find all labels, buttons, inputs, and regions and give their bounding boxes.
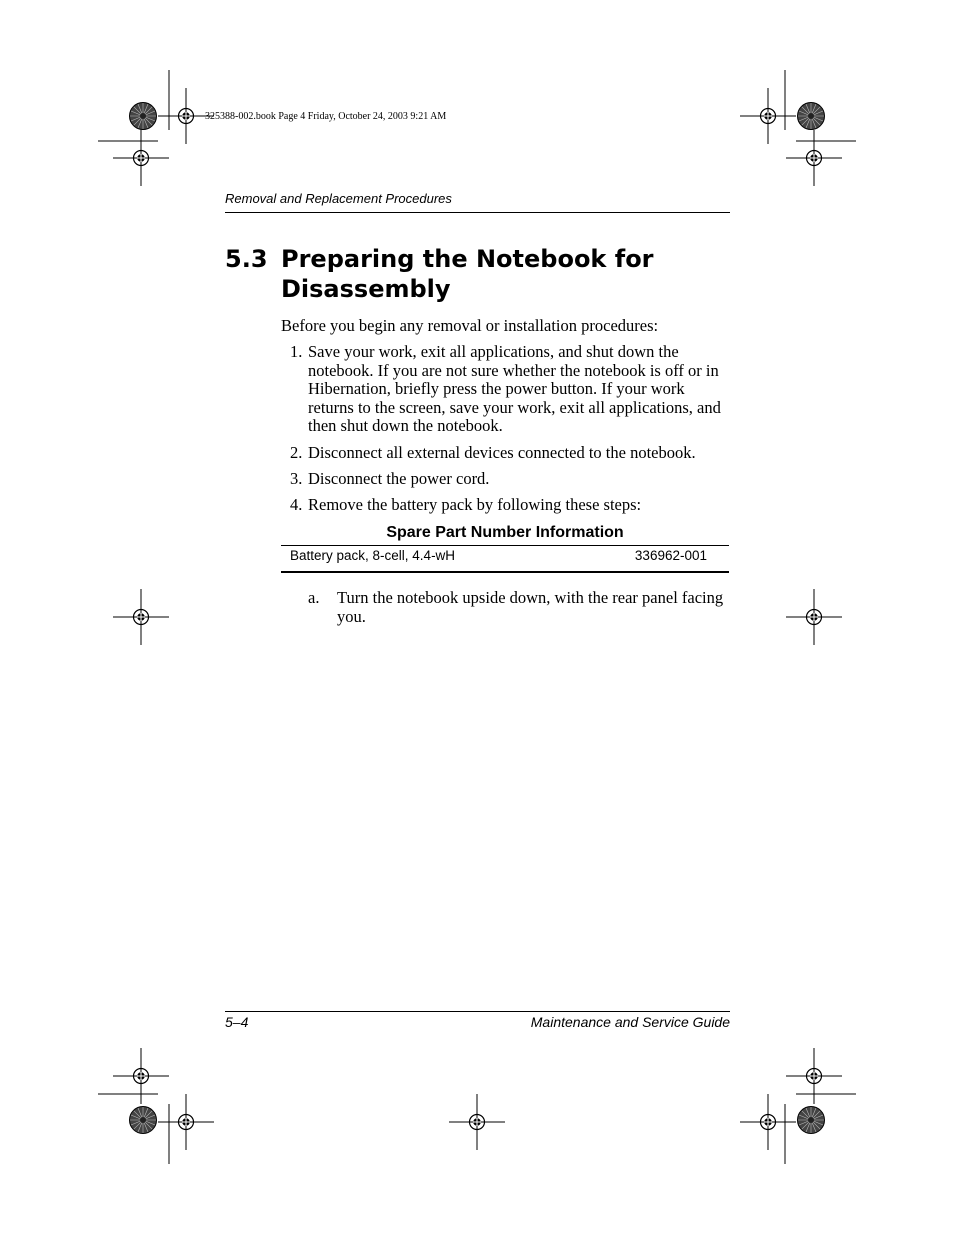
section-title-line2: Disassembly: [281, 275, 451, 303]
step-number: 1.: [290, 342, 303, 361]
step-text: Disconnect all external devices connected to the notebook.: [308, 443, 696, 462]
step-number: 2.: [290, 443, 303, 462]
section-heading: [225, 244, 745, 304]
substep-label: a.: [308, 588, 320, 607]
list-item: [290, 470, 730, 489]
print-slug: 325388-002.book Page 4 Friday, October 24, 2003 9:21 AM: [205, 111, 447, 122]
running-header: Removal and Replacement Procedures: [225, 191, 452, 206]
list-item: [290, 343, 730, 436]
table-bottom-rule: [281, 571, 729, 573]
section-number: 5.3: [225, 245, 268, 273]
part-number: 336962-001: [634, 548, 707, 563]
step-text: Remove the battery pack by following these steps:: [308, 495, 642, 514]
step-number: 4.: [290, 495, 303, 514]
list-item: [290, 444, 730, 463]
page-number: 5–4: [225, 1014, 249, 1030]
list-item: [290, 496, 730, 515]
header-rule: [225, 212, 730, 213]
intro-paragraph: Before you begin any removal or installation procedures:: [281, 316, 659, 335]
substep-text: Turn the notebook upside down, with the rear panel facing you.: [337, 588, 724, 626]
footer-rule: [225, 1011, 730, 1012]
list-item: [308, 589, 728, 626]
section-title-line1: Preparing the Notebook for: [281, 245, 654, 273]
table-top-rule: [281, 545, 729, 546]
table-caption: Spare Part Number Information: [386, 524, 624, 541]
step-text: Save your work, exit all applications, and shut down the notebook. If you are not sure whether the notebook is off or in Hibernation, briefly press the power button. If your work returns to the screen, save your work, exit all applications, and then shut down the notebook.: [308, 342, 721, 435]
part-description: Battery pack, 8-cell, 4.4-wH: [290, 548, 456, 563]
guide-title: Maintenance and Service Guide: [530, 1014, 730, 1030]
step-number: 3.: [290, 469, 303, 488]
step-text: Disconnect the power cord.: [308, 469, 490, 488]
